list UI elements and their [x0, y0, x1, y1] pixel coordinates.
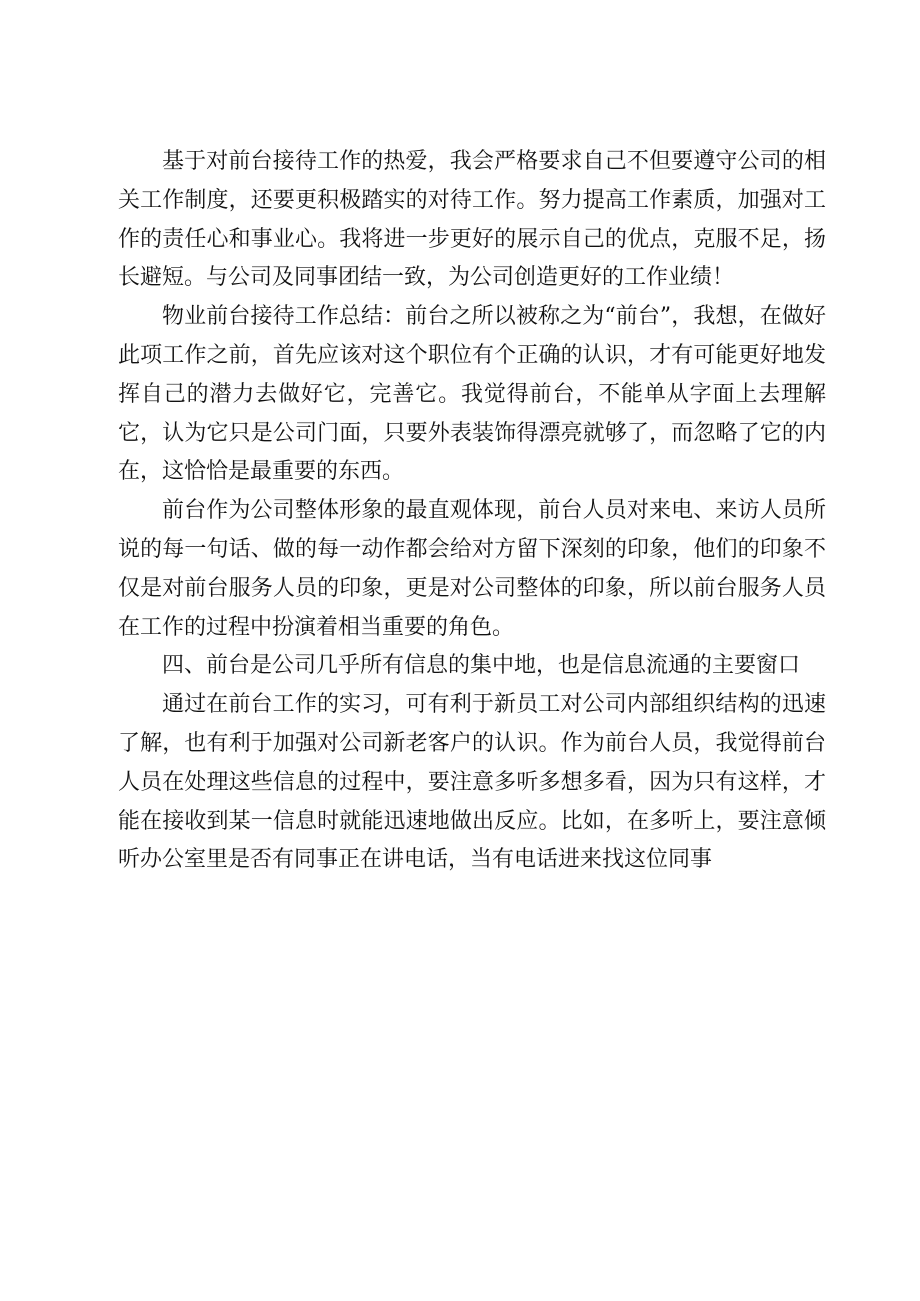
- document-body: [118, 143, 826, 880]
- paragraph-company-image: 前台作为公司整体形象的最直观体现，前台人员对来电、来访人员所说的每一句话、做的每一动作都会给对方留下深刻的印象，他们的印象不仅是对前台服务人员的印象，更是对公司整体的印象，所以前台服务人员在工作的过程中扮演着相当重要的角色。: [118, 498, 826, 640]
- paragraph-dedication: 基于对前台接待工作的热爱，我会严格要求自己不但要遵守公司的相关工作制度，还要更积极踏实的对待工作。努力提高工作素质，加强对工作的责任心和事业心。我将进一步更好的展示自己的优点，克服不足，扬长避短。与公司及同事团结一致，为公司创造更好的工作业绩！: [118, 149, 826, 291]
- paragraph-section-four-heading: 四、前台是公司几乎所有信息的集中地，也是信息流通的主要窗口: [162, 653, 801, 679]
- paragraph-front-desk-summary: 物业前台接待工作总结：前台之所以被称之为“前台”，我想，在做好此项工作之前，首先应该对这个职位有个正确的认识，才有可能更好地发挥自己的潜力去做好它，完善它。我觉得前台，不能单从字面上去理解它，认为它只是公司门面，只要外表装饰得漂亮就够了，而忽略了它的内在，这恰恰是最重要的东西。: [118, 304, 826, 485]
- paragraph-internship: 通过在前台工作的实习，可有利于新员工对公司内部组织结构的迅速了解，也有利于加强对公司新老客户的认识。作为前台人员，我觉得前台人员在处理这些信息的过程中，要注意多听多想多看，因为只有这样，才能在接收到某一信息时就能迅速地做出反应。比如，在多听上，要注意倾听办公室里是否有同事正在讲电话，当有电话进来找这位同事: [118, 692, 826, 873]
